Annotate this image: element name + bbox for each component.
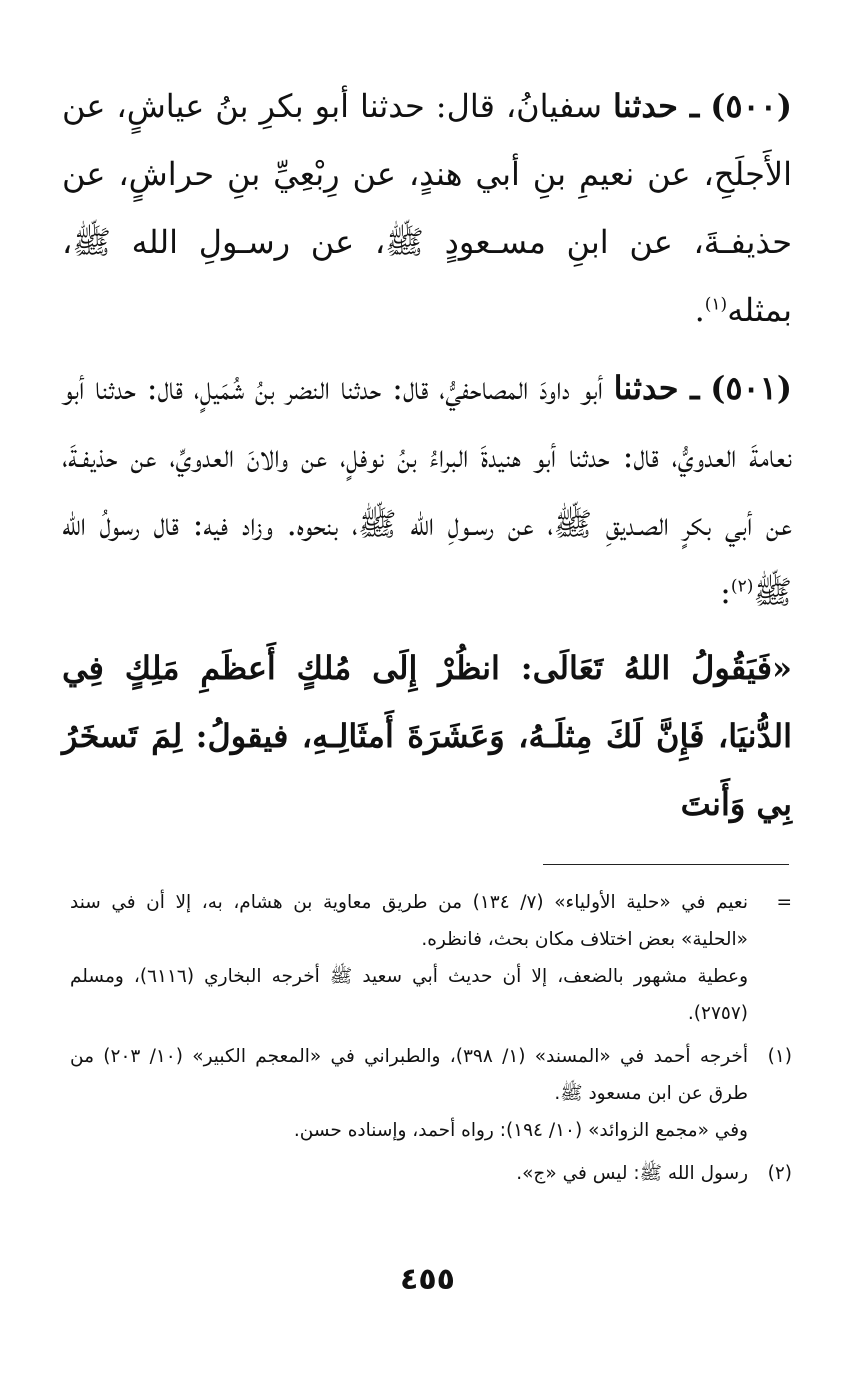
- hadith-501: [62, 354, 792, 626]
- hadith-number: (٥٠٠): [710, 87, 793, 125]
- footnote-paragraph: وعطية مشهور بالضعف، إلا أن حديث أبي سعيد ﷺ أخرجه البخاري (٦١١٦)، ومسلم (٢٧٥٧).: [70, 966, 749, 1024]
- hadith-end: .: [694, 291, 705, 329]
- hadith-number: (٥٠١): [710, 369, 793, 407]
- footnote-ref-2: (٢): [730, 576, 754, 597]
- hadith-500: [62, 72, 792, 344]
- hadith-lead: ـ حدثنا: [613, 87, 700, 125]
- footnote-paragraph: نعيم في «حلية الأولياء» (٧/ ١٣٤) من طريق معاوية بن هشام، به، إلا أن في سند «الحلية» بعض اختلاف مكان بحث، فانظره.: [70, 892, 748, 950]
- hadith-lead: ـ حدثنا: [613, 369, 700, 407]
- hadith-quote: «فَيَقُولُ اللهُ تَعَالَى: انظُرْ إِلَى مُلكٍ أَعظَمِ مَلِكٍ فِي الدُّنيَا، فَإِنَّ لَكَ مِثلَـهُ، وَعَشَرَةَ أَمثَالِـهِ، فيقولُ: لِمَ تَسخَرُ بِي وَأَنتَ: [62, 649, 792, 823]
- hadith-body: أبو داودَ المصاحفيُّ، قال: حدثنا النضر بنُ شُمَيلٍ، قال: حدثنا أبو نعامةَ العدويُّ، قال: حدثنا أبو هنيدةَ البراءُ بنُ نوفلٍ، عن والانَ العدويِّ، عن حذيفـةَ، عن أبي بكرٍ الصـديقِ ﷺ، عن رسـولِ الله ﷺ، بنحوه. وزاد فيه: قال رسولُ الله ﷺ: [62, 369, 792, 611]
- page-number: ٤٥٥: [400, 1262, 455, 1297]
- hadith-body: سفيانُ، قال: حدثنا أبو بكرِ بنُ عياشٍ، عن الأَجلَحِ، عن نعيمِ بنِ أبي هندٍ، عن رِبْعِيِّ بنِ حراشٍ، عن حذيفـةَ، عن ابنِ مسـعودٍ ﷺ، عن رسـولِ الله ﷺ، بمثله: [62, 87, 792, 329]
- footnote-2: [70, 1155, 792, 1192]
- footnote-paragraph: وفي «مجمع الزوائد» (١٠/ ١٩٤): رواه أحمد، وإسناده حسن.: [293, 1120, 748, 1141]
- footnote-divider: [543, 864, 789, 865]
- main-text: [62, 72, 792, 838]
- footnote-marker: (١): [767, 1046, 792, 1067]
- hadith-end: :: [720, 573, 731, 611]
- footnote-paragraph: أخرجه أحمد في «المسند» (١/ ٣٩٨)، والطبراني في «المعجم الكبير» (١٠/ ٢٠٣) من طرق عن ابن مسعود ﷺ.: [70, 1046, 748, 1104]
- footnote-ref-1: (١): [704, 294, 728, 315]
- footnote-1: [70, 1038, 792, 1149]
- footnote-continued: [70, 884, 792, 1032]
- footnote-marker: =: [776, 892, 792, 913]
- footnote-paragraph: رسول الله ﷺ: ليس في «ج».: [516, 1163, 748, 1184]
- footnotes: [70, 884, 792, 1198]
- footnote-marker: (٢): [767, 1163, 792, 1184]
